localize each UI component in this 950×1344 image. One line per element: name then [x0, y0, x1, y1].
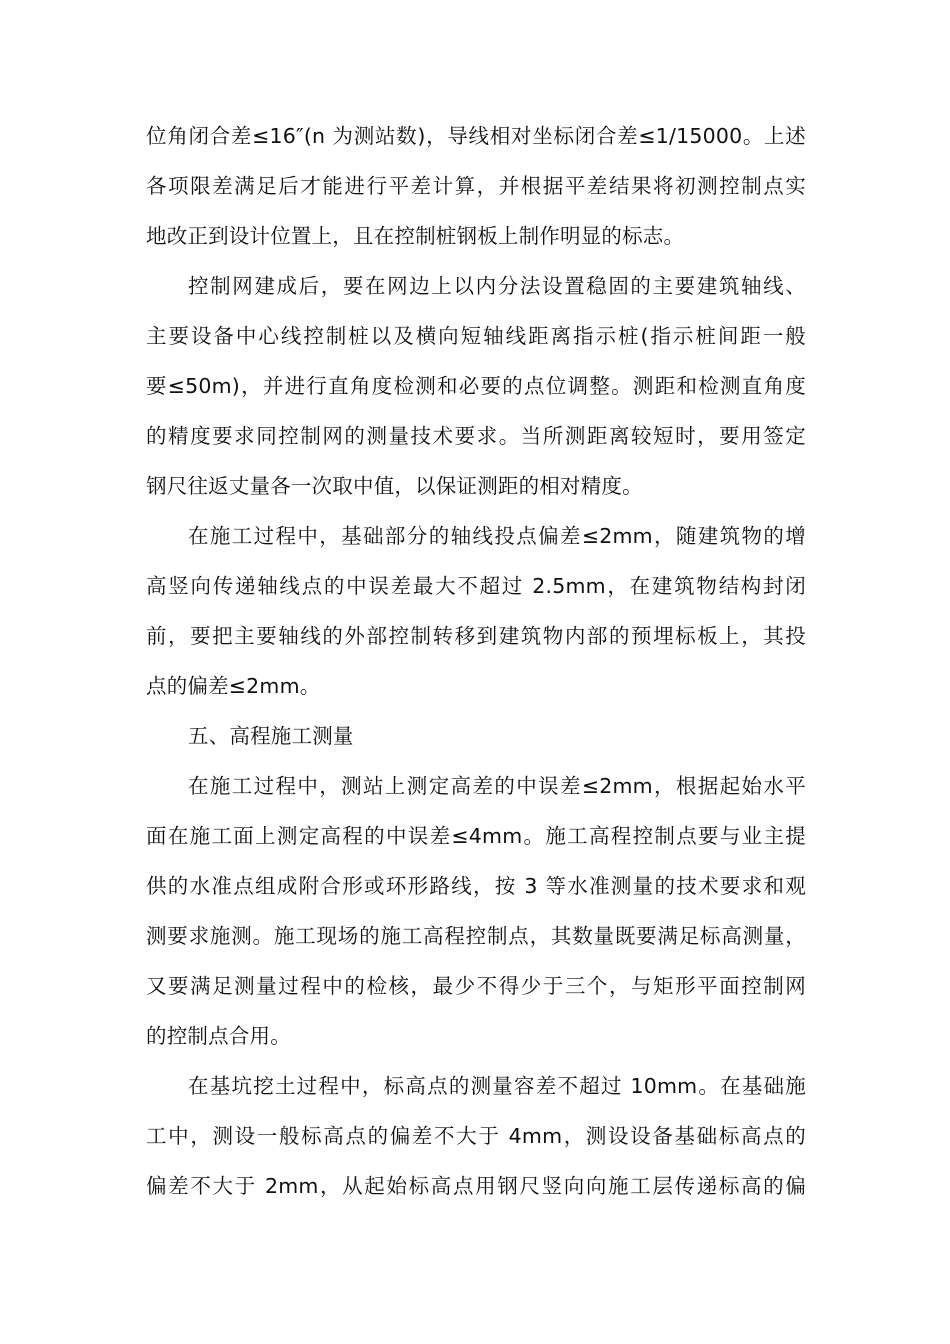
text-line: 控制网建成后，要在网边上以内分法设置稳固的主要建筑轴线、 [188, 274, 806, 298]
text-line: 工中，测设一般标高点的偏差不大于 4mm，测设设备基础标高点的 [146, 1124, 806, 1148]
text-line: 五、高程施工测量 [188, 724, 354, 748]
text-line: 地改正到设计位置上，且在控制桩钢板上制作明显的标志。 [146, 224, 685, 248]
text-line: 主要设备中心线控制桩以及横向短轴线距离指示桩(指示桩间距一般 [146, 324, 806, 348]
text-line: 高竖向传递轴线点的中误差最大不超过 2.5mm，在建筑物结构封闭 [146, 574, 806, 598]
text-line: 又要满足测量过程中的检核，最少不得少于三个，与矩形平面控制网 [146, 974, 806, 998]
text-line: 偏差不大于 2mm，从起始标高点用钢尺竖向向施工层传递标高的偏 [146, 1174, 806, 1198]
document-body [146, 115, 806, 1215]
text-line: 点的偏差≤2mm。 [146, 674, 321, 698]
text-line: 位角闭合差≤16″(n 为测站数)，导线相对坐标闭合差≤1/15000。上述 [146, 124, 806, 148]
text-line: 在基坑挖土过程中，标高点的测量容差不超过 10mm。在基础施 [188, 1074, 806, 1098]
text-line: 各项限差满足后才能进行平差计算，并根据平差结果将初测控制点实 [146, 174, 806, 198]
text-line: 的控制点合用。 [146, 1024, 291, 1048]
text-line: 在施工过程中，测站上测定高差的中误差≤2mm，根据起始水平 [188, 774, 806, 798]
text-line: 面在施工面上测定高程的中误差≤4mm。施工高程控制点要与业主提 [146, 824, 806, 848]
text-line: 要≤50m)，并进行直角度检测和必要的点位调整。测距和检测直角度 [146, 374, 806, 398]
text-line: 供的水准点组成附合形或环形路线，按 3 等水准测量的技术要求和观 [146, 874, 806, 898]
text-line: 钢尺往返丈量各一次取中值，以保证测距的相对精度。 [146, 474, 643, 498]
text-line: 在施工过程中，基础部分的轴线投点偏差≤2mm，随建筑物的增 [188, 524, 806, 548]
text-line: 测要求施测。施工现场的施工高程控制点，其数量既要满足标高测量， [146, 924, 806, 948]
text-line: 前，要把主要轴线的外部控制转移到建筑物内部的预埋标板上，其投 [146, 624, 806, 648]
text-line: 的精度要求同控制网的测量技术要求。当所测距离较短时，要用签定 [146, 424, 806, 448]
